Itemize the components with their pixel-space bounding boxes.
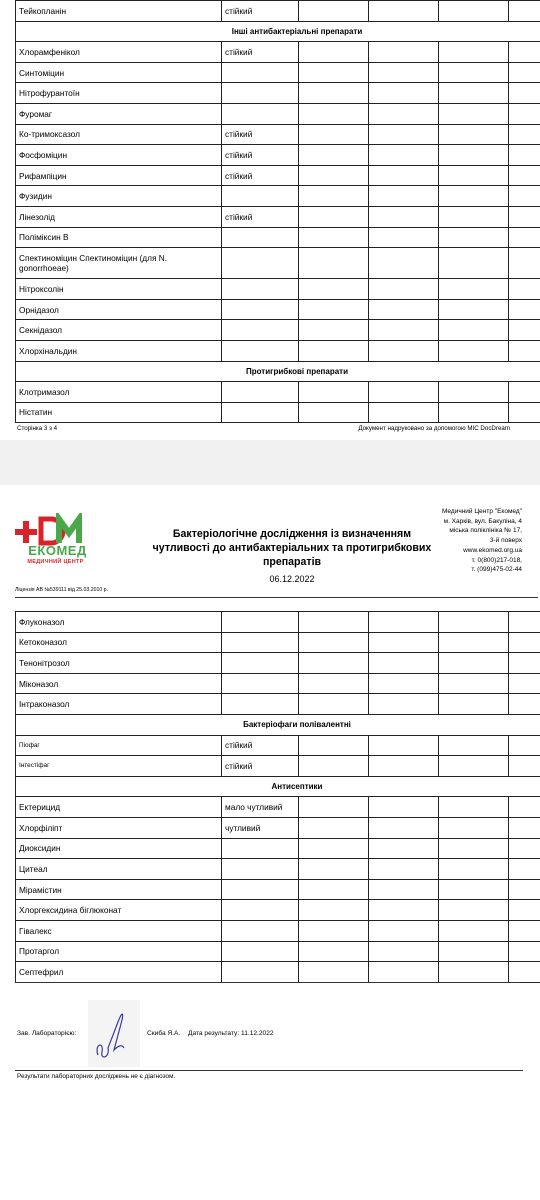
empty-cell <box>299 83 369 104</box>
empty-cell <box>509 320 540 341</box>
empty-cell <box>299 1 369 22</box>
empty-cell <box>369 859 439 880</box>
drug-name: Септефрил <box>16 962 222 983</box>
empty-cell <box>439 186 509 207</box>
empty-cell <box>369 248 439 279</box>
empty-cell <box>369 962 439 983</box>
empty-cell <box>299 838 369 859</box>
empty-cell <box>299 248 369 279</box>
table-row <box>16 632 540 653</box>
logo-name: ЕКОМЕД <box>28 543 87 558</box>
empty-cell <box>509 382 540 403</box>
empty-cell <box>509 124 540 145</box>
empty-cell <box>509 859 540 880</box>
table-row <box>16 817 540 838</box>
drug-name: Протаргол <box>16 941 222 962</box>
empty-cell <box>509 62 540 83</box>
empty-cell <box>299 900 369 921</box>
drug-name: Орнідазол <box>16 299 222 320</box>
table-row <box>16 900 540 921</box>
disclaimer: Результати лабораторних досліджень не є діагнозом. <box>17 1073 176 1080</box>
table-row <box>16 42 540 63</box>
document-page-4 <box>0 485 540 1200</box>
section-title: Протигрибкові препарати <box>16 361 540 382</box>
sensitivity-result: стійкий <box>222 145 299 166</box>
table-row <box>16 838 540 859</box>
empty-cell <box>509 42 540 63</box>
empty-cell <box>439 299 509 320</box>
drug-name: Лінезолід <box>16 206 222 227</box>
empty-cell <box>439 1 509 22</box>
drug-name: Інтестіфаг <box>16 756 222 777</box>
document-page-3 <box>0 0 540 440</box>
drug-name: Хлорхінальдин <box>16 340 222 361</box>
empty-cell <box>369 1 439 22</box>
empty-cell <box>369 382 439 403</box>
drug-name: Інтраконазол <box>16 694 222 715</box>
section-header-row <box>16 714 540 735</box>
empty-cell <box>369 920 439 941</box>
empty-cell <box>299 920 369 941</box>
sensitivity-result: стійкий <box>222 735 299 756</box>
empty-cell <box>369 900 439 921</box>
table-row <box>16 920 540 941</box>
clinic-contacts <box>352 507 522 575</box>
empty-cell <box>439 694 509 715</box>
empty-cell <box>369 817 439 838</box>
drug-name: Рифампіцин <box>16 165 222 186</box>
drug-name: Ектерицид <box>16 797 222 818</box>
empty-cell <box>299 402 369 423</box>
sensitivity-result <box>222 279 299 300</box>
sensitivity-result <box>222 694 299 715</box>
empty-cell <box>369 941 439 962</box>
empty-cell <box>439 735 509 756</box>
empty-cell <box>509 299 540 320</box>
sensitivity-result <box>222 673 299 694</box>
empty-cell <box>369 83 439 104</box>
empty-cell <box>439 962 509 983</box>
empty-cell <box>299 653 369 674</box>
sensitivity-result: стійкий <box>222 42 299 63</box>
empty-cell <box>439 797 509 818</box>
sensitivity-result <box>222 632 299 653</box>
drug-name: Хлоргексидина біглюконат <box>16 900 222 921</box>
empty-cell <box>509 83 540 104</box>
empty-cell <box>369 673 439 694</box>
empty-cell <box>369 124 439 145</box>
empty-cell <box>439 632 509 653</box>
table-row <box>16 320 540 341</box>
empty-cell <box>439 124 509 145</box>
sensitivity-result: чутливий <box>222 817 299 838</box>
empty-cell <box>299 797 369 818</box>
empty-cell <box>369 186 439 207</box>
empty-cell <box>299 694 369 715</box>
sensitivity-result: стійкий <box>222 1 299 22</box>
empty-cell <box>369 103 439 124</box>
clinic-line: м. Харків, вул. Бакуліна, 4 <box>443 517 522 525</box>
sensitivity-result <box>222 962 299 983</box>
empty-cell <box>299 735 369 756</box>
sensitivity-result <box>222 299 299 320</box>
empty-cell <box>509 838 540 859</box>
empty-cell <box>509 279 540 300</box>
empty-cell <box>369 42 439 63</box>
empty-cell <box>439 879 509 900</box>
table-row <box>16 248 540 279</box>
table-row <box>16 340 540 361</box>
empty-cell <box>439 279 509 300</box>
drug-name: Кетоконазол <box>16 632 222 653</box>
drug-name: Нітроксолін <box>16 279 222 300</box>
empty-cell <box>439 673 509 694</box>
empty-cell <box>439 612 509 633</box>
sensitivity-result <box>222 859 299 880</box>
empty-cell <box>439 859 509 880</box>
empty-cell <box>509 186 540 207</box>
drug-name: Тенонітрозол <box>16 653 222 674</box>
empty-cell <box>299 941 369 962</box>
empty-cell <box>369 632 439 653</box>
empty-cell <box>299 42 369 63</box>
empty-cell <box>299 279 369 300</box>
table-row <box>16 879 540 900</box>
sensitivity-result <box>222 83 299 104</box>
empty-cell <box>509 340 540 361</box>
empty-cell <box>439 42 509 63</box>
empty-cell <box>509 694 540 715</box>
drug-name: Ністатин <box>16 402 222 423</box>
sensitivity-result <box>222 248 299 279</box>
empty-cell <box>369 340 439 361</box>
empty-cell <box>369 653 439 674</box>
empty-cell <box>299 756 369 777</box>
empty-cell <box>509 797 540 818</box>
empty-cell <box>369 879 439 900</box>
empty-cell <box>509 103 540 124</box>
empty-cell <box>369 797 439 818</box>
empty-cell <box>439 653 509 674</box>
empty-cell <box>369 756 439 777</box>
clinic-line: міська поліклініка № 17, <box>449 527 522 535</box>
table-row <box>16 673 540 694</box>
drug-name: Мірамістин <box>16 879 222 900</box>
empty-cell <box>509 735 540 756</box>
signature-image <box>88 1000 140 1067</box>
table-row <box>16 206 540 227</box>
empty-cell <box>299 320 369 341</box>
empty-cell <box>439 920 509 941</box>
empty-cell <box>299 859 369 880</box>
sensitivity-result <box>222 186 299 207</box>
page-number: Сторінка 3 з 4 <box>17 425 58 432</box>
empty-cell <box>509 920 540 941</box>
table-row <box>16 124 540 145</box>
report-title: Бактеріологічне дослідження із визначенням чутливості до антибактеріальних та протигрибкових препаратів <box>152 528 432 568</box>
empty-cell <box>509 227 540 248</box>
table-row <box>16 1 540 22</box>
empty-cell <box>299 632 369 653</box>
empty-cell <box>439 145 509 166</box>
drug-name: Хлорфіліпт <box>16 817 222 838</box>
table-row <box>16 859 540 880</box>
table-row <box>16 227 540 248</box>
empty-cell <box>509 632 540 653</box>
clinic-line: 3-й поверх <box>489 537 522 545</box>
table-row <box>16 402 540 423</box>
drug-name: Міконазол <box>16 673 222 694</box>
empty-cell <box>509 165 540 186</box>
empty-cell <box>299 299 369 320</box>
section-header-row <box>16 361 540 382</box>
printed-by-note: Документ надруковано за допомогою МІС DocDream <box>358 425 510 432</box>
empty-cell <box>509 206 540 227</box>
empty-cell <box>369 612 439 633</box>
empty-cell <box>369 299 439 320</box>
clinic-phone: т. (099)475-02-44 <box>471 566 522 574</box>
disclaimer-divider <box>15 1070 523 1071</box>
signature-scribble <box>88 1000 140 1067</box>
header-divider <box>15 597 538 598</box>
empty-cell <box>369 694 439 715</box>
empty-cell <box>439 382 509 403</box>
empty-cell <box>369 165 439 186</box>
table-row <box>16 382 540 403</box>
table-row <box>16 797 540 818</box>
result-date: Дата результату: 11.12.2022 <box>188 1030 274 1037</box>
empty-cell <box>439 103 509 124</box>
drug-name: Тейкопланін <box>16 1 222 22</box>
section-title: Антисептики <box>16 776 540 797</box>
table-row <box>16 62 540 83</box>
empty-cell <box>299 62 369 83</box>
empty-cell <box>439 941 509 962</box>
table-row <box>16 186 540 207</box>
sensitivity-result: стійкий <box>222 124 299 145</box>
table-row <box>16 941 540 962</box>
empty-cell <box>509 673 540 694</box>
sensitivity-result: стійкий <box>222 756 299 777</box>
section-header-row <box>16 776 540 797</box>
empty-cell <box>369 279 439 300</box>
drug-name: Піофаг <box>16 735 222 756</box>
table-row <box>16 83 540 104</box>
empty-cell <box>299 186 369 207</box>
sensitivity-result <box>222 227 299 248</box>
table-row <box>16 653 540 674</box>
empty-cell <box>299 103 369 124</box>
report-date: 06.12.2022 <box>269 574 315 584</box>
empty-cell <box>299 145 369 166</box>
sensitivity-result <box>222 941 299 962</box>
empty-cell <box>299 962 369 983</box>
sensitivity-result <box>222 838 299 859</box>
page-gap <box>0 440 540 485</box>
sensitivity-result <box>222 340 299 361</box>
section-header-row <box>16 21 540 42</box>
empty-cell <box>509 402 540 423</box>
drug-name: Фузидин <box>16 186 222 207</box>
empty-cell <box>509 248 540 279</box>
license-note: Ліцензія АВ №539111 від 25.03.2010 р. <box>15 587 109 593</box>
sensitivity-result <box>222 320 299 341</box>
empty-cell <box>439 340 509 361</box>
table-end-divider <box>15 982 520 983</box>
table-row <box>16 694 540 715</box>
clinic-line: Медичний Центр "Екомед" <box>441 508 522 515</box>
empty-cell <box>439 165 509 186</box>
empty-cell <box>439 402 509 423</box>
sensitivity-result <box>222 62 299 83</box>
empty-cell <box>299 227 369 248</box>
empty-cell <box>299 673 369 694</box>
table-row <box>16 279 540 300</box>
empty-cell <box>509 879 540 900</box>
empty-cell <box>369 838 439 859</box>
table-row <box>16 299 540 320</box>
empty-cell <box>439 900 509 921</box>
empty-cell <box>369 145 439 166</box>
empty-cell <box>509 817 540 838</box>
drug-name: Синтоміцин <box>16 62 222 83</box>
table-row <box>16 103 540 124</box>
empty-cell <box>509 756 540 777</box>
sensitivity-result <box>222 382 299 403</box>
drug-name: Поліміксин В <box>16 227 222 248</box>
results-table-page-3 <box>15 0 540 423</box>
empty-cell <box>509 941 540 962</box>
sensitivity-result <box>222 653 299 674</box>
table-row <box>16 612 540 633</box>
empty-cell <box>509 900 540 921</box>
clinic-phone: т. 0(800)217-018, <box>471 556 522 564</box>
empty-cell <box>509 145 540 166</box>
empty-cell <box>439 756 509 777</box>
drug-name: Спектиноміцин Спектиноміцин (для N. gonorrhoeae) <box>16 248 222 279</box>
table-row <box>16 756 540 777</box>
empty-cell <box>369 62 439 83</box>
sensitivity-result <box>222 920 299 941</box>
drug-name: Секнідазол <box>16 320 222 341</box>
clinic-website: www.ekomed.org.ua <box>463 546 522 554</box>
empty-cell <box>439 83 509 104</box>
empty-cell <box>369 402 439 423</box>
empty-cell <box>439 62 509 83</box>
table-row <box>16 145 540 166</box>
empty-cell <box>299 124 369 145</box>
table-row <box>16 962 540 983</box>
sensitivity-result <box>222 900 299 921</box>
empty-cell <box>509 653 540 674</box>
empty-cell <box>509 612 540 633</box>
sensitivity-result: мало чутливий <box>222 797 299 818</box>
empty-cell <box>509 962 540 983</box>
drug-name: Флуконазол <box>16 612 222 633</box>
empty-cell <box>299 206 369 227</box>
empty-cell <box>439 320 509 341</box>
drug-name: Гівалекс <box>16 920 222 941</box>
empty-cell <box>439 206 509 227</box>
drug-name: Фуромаг <box>16 103 222 124</box>
head-of-lab-name: Скиба Я.А. <box>147 1030 181 1037</box>
section-title: Бактеріофаги полівалентні <box>16 714 540 735</box>
sensitivity-result: стійкий <box>222 165 299 186</box>
drug-name: Фосфоміцин <box>16 145 222 166</box>
empty-cell <box>439 227 509 248</box>
empty-cell <box>439 817 509 838</box>
empty-cell <box>299 340 369 361</box>
sensitivity-result <box>222 612 299 633</box>
empty-cell <box>299 382 369 403</box>
empty-cell <box>299 165 369 186</box>
empty-cell <box>439 838 509 859</box>
table-row <box>16 735 540 756</box>
drug-name: Цитеал <box>16 859 222 880</box>
results-table-page-4 <box>15 611 540 983</box>
table-row <box>16 165 540 186</box>
empty-cell <box>299 817 369 838</box>
logo-subtitle: МЕДИЧНИЙ ЦЕНТР <box>27 559 84 565</box>
drug-name: Хлорамфенікол <box>16 42 222 63</box>
section-title: Інші антибактеріальні препарати <box>16 21 540 42</box>
empty-cell <box>439 248 509 279</box>
empty-cell <box>369 206 439 227</box>
drug-name: Клотримазол <box>16 382 222 403</box>
empty-cell <box>369 227 439 248</box>
sensitivity-result <box>222 402 299 423</box>
sensitivity-result <box>222 103 299 124</box>
sensitivity-result <box>222 879 299 900</box>
empty-cell <box>369 320 439 341</box>
head-of-lab-label: Зав. Лабораторією: <box>17 1030 77 1037</box>
drug-name: Ко-тримоксазол <box>16 124 222 145</box>
sensitivity-result: стійкий <box>222 206 299 227</box>
drug-name: Диоксидин <box>16 838 222 859</box>
empty-cell <box>299 612 369 633</box>
empty-cell <box>369 735 439 756</box>
empty-cell <box>299 879 369 900</box>
drug-name: Нітрофурантоїн <box>16 83 222 104</box>
empty-cell <box>509 1 540 22</box>
